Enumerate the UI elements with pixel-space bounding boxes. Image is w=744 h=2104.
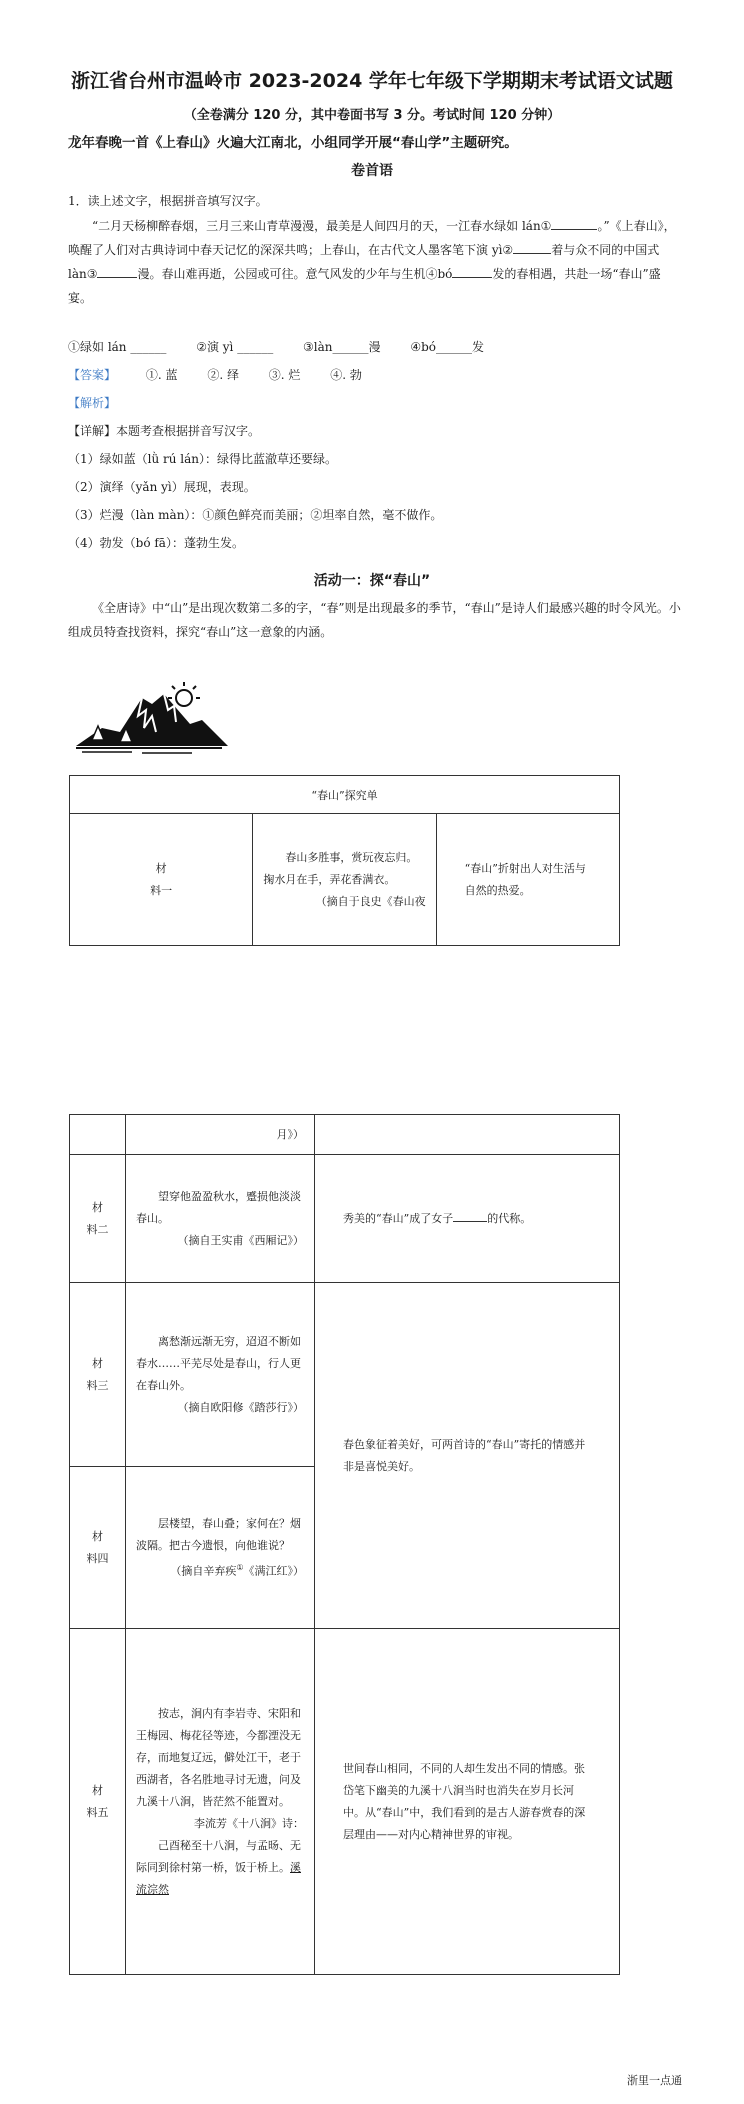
- material-source-cont: 月》）: [126, 1115, 315, 1155]
- explain-line: （3）烂漫（làn màn）：①颜色鲜亮而美丽；②坦率自然，毫不做作。: [68, 508, 443, 522]
- answer-item: ②. 绎: [207, 368, 239, 382]
- material-text: 按志，涧内有李岩寺、宋阳和王梅园、梅花径等迹，今都湮没无存，而地复辽远，僻处江干，老于西湖者，各名胜地寻讨无遗，问及九溪十八涧，皆茫然不能置对。 李流芳《十八涧》诗： 己酉秘至十八涧，与孟旸、无际同到徐村第一桥，饭于桥上。溪流淙然: [126, 1629, 315, 1975]
- explain-line: （2）演绎（yǎn yì）展现，表现。: [68, 480, 256, 494]
- material-label: 材 料五: [70, 1629, 126, 1975]
- passage-text: “二月天杨柳醉春烟，三月三来山青草漫漫，最美是人间四月的天，一江春水绿如 lán①: [92, 219, 552, 233]
- answer-item: ③. 烂: [268, 368, 301, 382]
- blank-1[interactable]: [551, 216, 597, 230]
- question-stem: 1．读上述文字，根据拼音填写汉字。: [68, 194, 268, 208]
- blank-item: ④bó______发: [410, 340, 485, 354]
- passage-text: 。”《上春山》，唤醒了人们对古典诗词中春天记忆的深深共鸣；上春山，在古代文人墨客笔下演 yì②: [68, 219, 676, 257]
- material-text: 春山多胜事，赏玩夜忘归。掬水月在手，弄花香满衣。 （摘自于良史《春山夜: [253, 814, 436, 946]
- analysis-label: 【解析】: [68, 396, 117, 410]
- material-label: 材 料四: [70, 1467, 126, 1629]
- material-note: 春色象征着美好，可两首诗的“春山”寄托的情感并非是喜悦美好。: [315, 1283, 620, 1629]
- explain-line: （1）绿如蓝（lǜ rú lán）：绿得比蓝澈草还要绿。: [68, 452, 338, 466]
- activity-intro: 《全唐诗》中“山”是出现次数第二多的字，“春”则是出现最多的季节，“春山”是诗人们最感兴趣的时令风光。小组成员特查找资料，探究“春山”这一意象的内涵。: [68, 601, 681, 639]
- passage-text: 着与众不同的中国式 làn③: [68, 243, 660, 281]
- question-passage: [68, 214, 684, 310]
- answer-item: ①. 蓝: [145, 368, 178, 382]
- material-text: 望穿他盈盈秋水，蹙损他淡淡春山。 （摘自王实甫《西厢记》）: [126, 1155, 315, 1283]
- research-table-part2: [69, 1114, 620, 1975]
- table-heading: “春山”探究单: [70, 776, 620, 814]
- material-label: 材 料二: [70, 1155, 126, 1283]
- activity-title: 活动一：探“春山”: [313, 573, 431, 589]
- footer-brand: 浙里一点通: [627, 2074, 682, 2087]
- blanks-row: [68, 336, 684, 358]
- blank-item: ①绿如 lán ______: [68, 340, 167, 354]
- research-table-part1: [69, 775, 620, 946]
- answer-item: ④. 勃: [330, 368, 362, 382]
- passage-text: 漫。春山难再逝，公园或可往。意气风发的少年与生机④bó: [137, 267, 453, 281]
- blank-5[interactable]: [453, 1208, 487, 1222]
- answer-label: 【答案】: [68, 368, 117, 382]
- answer-row: [68, 364, 684, 386]
- theme-intro: 龙年春晚一首《上春山》火遍大江南北，小组同学开展“春山学”主题研究。: [68, 135, 518, 151]
- passage-text: 发的春相遇，共赴一场“春山”盛宴。: [68, 267, 661, 305]
- material-text: 离愁渐远渐无穷，迢迢不断如春水……平芜尽处是春山，行人更在春山外。 （摘自欧阳修《踏莎行》）: [126, 1283, 315, 1467]
- material-note: [315, 1115, 620, 1155]
- material-text: 层楼望，春山叠；家何在？烟波隔。把古今遗恨，向他谁说？ （摘自辛弃疾①《满江红》）: [126, 1467, 315, 1629]
- blank-4[interactable]: [452, 264, 492, 278]
- material-note: “春山”折射出人对生活与自然的热爱。: [436, 814, 619, 946]
- detail-line: 【详解】本题考查根据拼音写汉字。: [68, 424, 261, 438]
- mountain-sun-icon: [72, 676, 232, 758]
- blank-item: ③làn______漫: [303, 340, 381, 354]
- section-title: 卷首语: [351, 163, 393, 179]
- blank-2[interactable]: [513, 240, 551, 254]
- blank-3[interactable]: [97, 264, 137, 278]
- material-note: 秀美的“春山”成了女子 的代称。: [315, 1155, 620, 1283]
- material-label: 材 料三: [70, 1283, 126, 1467]
- blank-item: ②演 yì ______: [196, 340, 274, 354]
- material-note: 世间春山相同，不同的人却生发出不同的情感。张岱笔下幽美的九溪十八涧当时也消失在岁月长河中。从“春山”中，我们看到的是古人游春赏春的深层理由——对内心精神世界的审视。: [315, 1629, 620, 1975]
- exam-info: （全卷满分 120 分，其中卷面书写 3 分。考试时间 120 分钟）: [183, 108, 561, 123]
- explain-line: （4）勃发（bó fā）：蓬勃生发。: [68, 536, 244, 550]
- material-label: [70, 1115, 126, 1155]
- page-title: 浙江省台州市温岭市 2023-2024 学年七年级下学期期末考试语文试题: [71, 70, 673, 92]
- material-label: 材 料一: [70, 814, 253, 946]
